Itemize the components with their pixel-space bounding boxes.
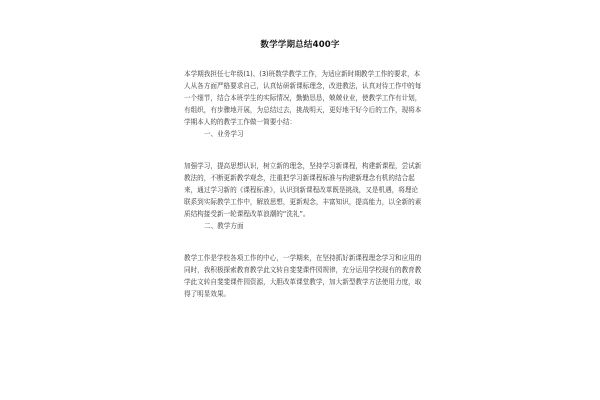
document-title: 数学学期总结400字 [260, 40, 340, 50]
spacer [184, 232, 422, 252]
section-heading-study: 一、业务学习 [204, 130, 244, 138]
section-body-teaching: 教学工作是学校各项工作的中心，一学期来，在坚持抓好新课程理念学习和应用的同时，我积极探索教育教学此文转自斐斐课件园规律，充分运用学校现有的教育教学此文转自斐斐课件园资源，大胆改革课堂教学，加大新型教学方法使用力度，取得了明显效果。 [184, 254, 422, 298]
spacer [184, 140, 422, 160]
intro-paragraph: 本学期我担任七年级(1)、(3)班数学教学工作，为适应新时期教学工作的要求，本人从各方面严格要求自己，认真钻研新课标理念，改进教法，认真对待工作中的每一个细节，结合本班学生的实际情况，勤勤恳恳，兢兢业业，使教学工作有计划，有组织，有步骤地开展，为总结过去，挑战明天，更好地干好今后的工作，现将本学期本人的的教学工作做一简要小结： [184, 70, 422, 126]
document-body [184, 68, 422, 300]
section-body-study: 加强学习，提高思想认识，树立新的理念，坚持学习新课程，构建新课程，尝试新教法的，不断更新教学观念，注重把学习新课程标准与构建新理念有机的结合起来，通过学习新的《课程标准》，认识到新课程改革既是挑战，又是机遇，将理论联系到实际教学工作中，解放思想，更新观念，丰富知识，提高能力，以全新的素质结构接受新一轮课程改革浪潮的“洗礼”。 [184, 162, 422, 218]
section-heading-teaching: 二、教学方面 [204, 222, 244, 230]
